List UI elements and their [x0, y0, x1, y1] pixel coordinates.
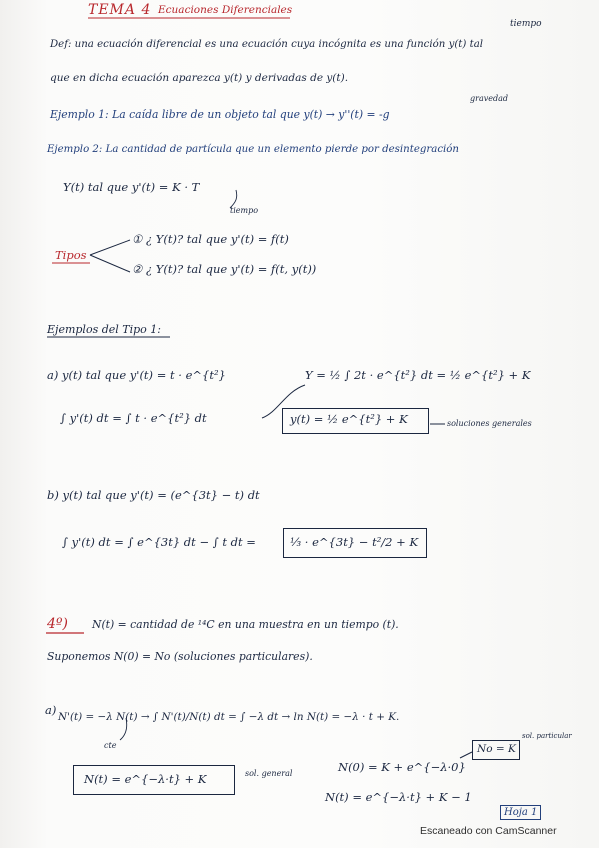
cte-note: cte: [104, 741, 117, 750]
page-subtitle: Ecuaciones Diferenciales: [158, 4, 293, 16]
ejemplo-b-integral: ∫ y'(t) dt = ∫ e^{3t} dt − ∫ t dt =: [62, 535, 256, 549]
ejemplo-a-substitution: Y = ½ ∫ 2t · e^{t²} dt = ½ e^{t²} + K: [305, 368, 531, 382]
page-number: Hoja 1: [500, 805, 541, 820]
ejemplos-heading: Ejemplos del Tipo 1:: [47, 323, 161, 336]
tipos-item-2: ② ¿ Y(t)? tal que y'(t) = f(t, y(t)): [132, 262, 317, 276]
tipos-label: Tipos: [55, 248, 87, 262]
tipos-item-1: ① ¿ Y(t)? tal que y'(t) = f(t): [132, 232, 289, 246]
corner-note: tiempo: [510, 19, 542, 29]
ejemplo-4a-label: a): [45, 703, 57, 717]
particular-note: sol. particular: [522, 732, 572, 740]
final-solution: N(t) = e^{−λ·t} + K − 1: [325, 790, 472, 804]
general-solution-note: sol. general: [245, 769, 293, 778]
ejemplo-b-result: ⅓ · e^{3t} − t²/2 + K: [290, 535, 419, 549]
no-k-arrow: [460, 752, 472, 758]
ejemplo-a-line: a) y(t) tal que y'(t) = t · e^{t²}: [47, 368, 226, 382]
tipos-branch-bottom: [90, 255, 130, 272]
definition-line-1: Def: una ecuación diferencial es una ecuación cuya incógnita es una función y(t) tal: [50, 39, 484, 50]
ejemplo-4-line-2: Suponemos N(0) = No (soluciones particulares).: [47, 650, 313, 663]
initial-condition: N(0) = K + e^{−λ·0}: [338, 760, 466, 774]
particular-result: No = K: [477, 743, 516, 755]
example-1: Ejemplo 1: La caída libre de un objeto tal que y(t) → y''(t) = -g: [50, 108, 390, 121]
general-solution: N(t) = e^{−λ·t} + K: [84, 772, 207, 786]
ejemplo-b-line: b) y(t) tal que y'(t) = (e^{3t} − t) dt: [47, 488, 260, 502]
ejemplo-4-line-1: N(t) = cantidad de ¹⁴C en una muestra en un tiempo (t).: [92, 618, 399, 631]
camscanner-watermark: Escaneado con CamScanner: [420, 825, 557, 837]
ejemplo-a-note: soluciones generales: [447, 419, 532, 428]
page-title: TEMA 4: [88, 2, 152, 18]
ejemplo-a-integral: ∫ y'(t) dt = ∫ t · e^{t²} dt: [60, 411, 207, 425]
example-2-line-2: Y(t) tal que y'(t) = K · T: [63, 180, 200, 194]
example-2-arrow-note: tiempo: [230, 206, 259, 215]
definition-line-2: que en dicha ecuación aparezca y(t) y derivadas de y(t).: [50, 72, 349, 84]
ejemplo-4a-equation: N'(t) = −λ N(t) → ∫ N'(t)/N(t) dt = ∫ −λ dt → ln N(t) = −λ · t + K.: [58, 711, 400, 723]
ejemplo-4-label: 4º): [47, 616, 68, 632]
example-2-line-1: Ejemplo 2: La cantidad de partícula que un elemento pierde por desintegración: [47, 144, 459, 155]
ejemplo-a-result: y(t) = ½ e^{t²} + K: [290, 412, 408, 426]
tipos-branch-top: [90, 240, 130, 255]
example-1-note: gravedad: [470, 94, 508, 103]
